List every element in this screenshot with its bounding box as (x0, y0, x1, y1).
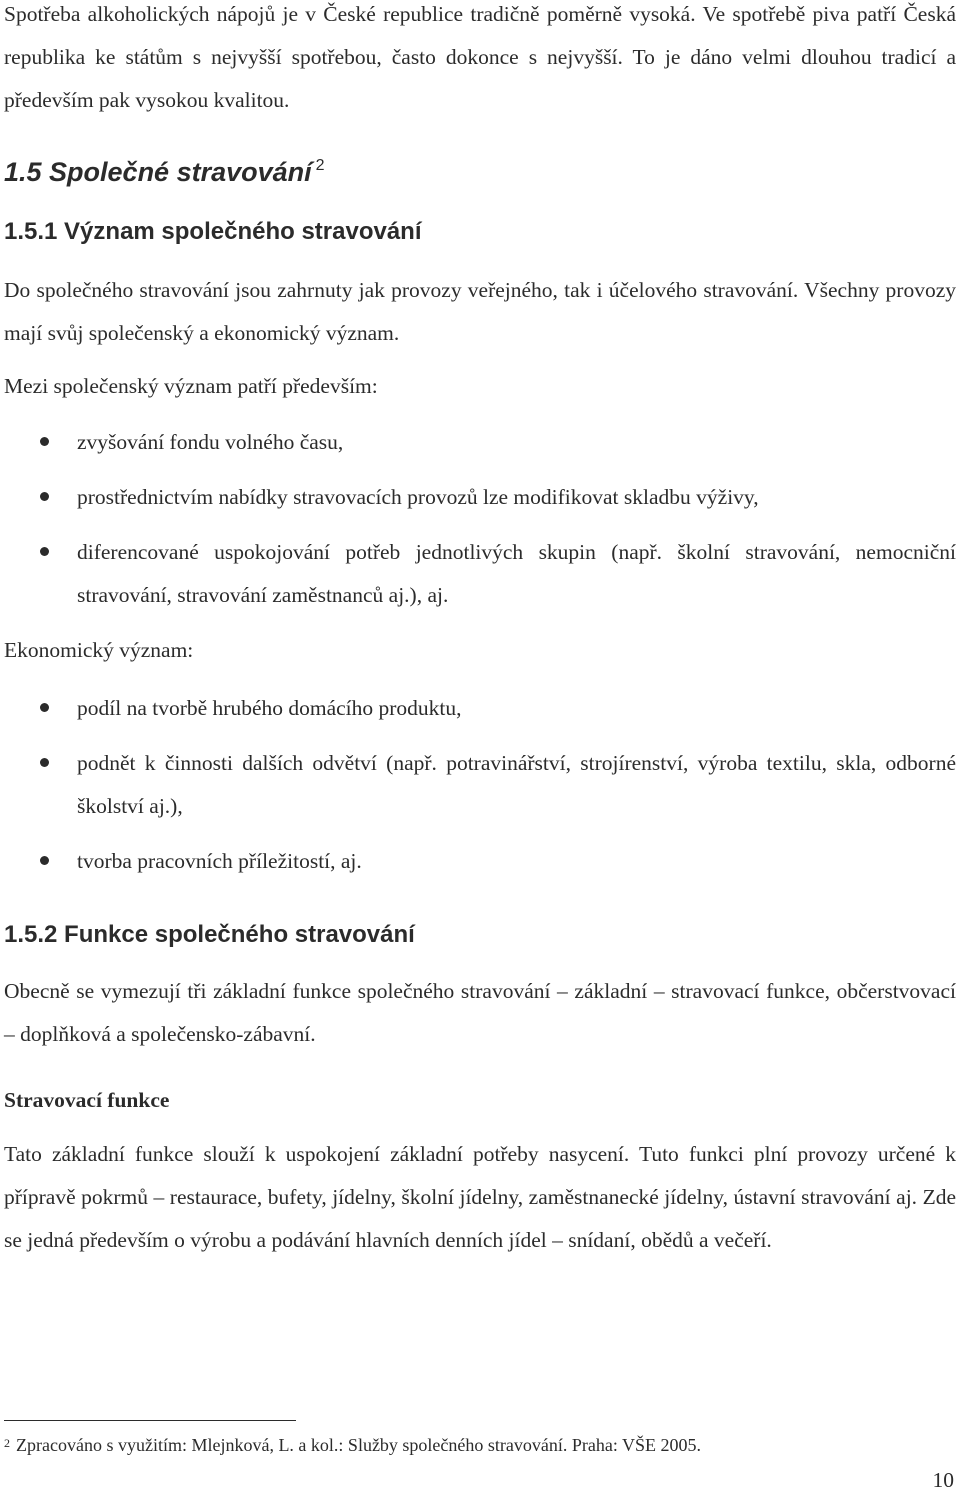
stravovaci-funkce-heading: Stravovací funkce (4, 1088, 170, 1112)
bullet-icon (40, 547, 49, 556)
bullet-icon (40, 703, 49, 712)
list-item (4, 840, 956, 883)
social-significance-list (4, 421, 956, 617)
intro-paragraph: Spotřeba alkoholických nápojů je v České republice tradičně poměrně vysoká. Ve spotřebě piva patří Česká republika ke státům s nejvyšší spotřebou, často dokonce s nejvyšší. To je dáno velmi dlouhou tradicí a především pak vysokou kvalitou. (4, 2, 956, 112)
list-item (4, 421, 956, 464)
footnote-divider (4, 1420, 296, 1421)
list-item-text: zvyšování fondu volného času, (77, 430, 344, 454)
list-item (4, 531, 956, 617)
list-item (4, 476, 956, 519)
section-heading-text: 1.5 Společné stravování (4, 157, 312, 187)
bullet-icon (40, 758, 49, 767)
footnote (4, 1432, 701, 1458)
subsection-heading-2: 1.5.2 Funkce společného stravování (4, 921, 415, 948)
page-number: 10 (932, 1468, 954, 1492)
stravovaci-funkce-paragraph: Tato základní funkce slouží k uspokojení základní potřeby nasycení. Tuto funkci plní provozy určené k přípravě pokrmů – restaurace, bufety, jídelny, školní jídelny, zaměstnanecké jídelny, ústavní stravování aj. Zde se jedná především o výrobu a podávání hlavních denních jídel – snídaní, obědů a večeří. (4, 1142, 956, 1252)
subsection-2-paragraph: Obecně se vymezují tři základní funkce společného stravování – základní – stravovací funkce, občerstvovací – doplňková a společensko-zábavní. (4, 979, 956, 1046)
bullet-icon (40, 856, 49, 865)
list-item (4, 687, 956, 730)
subsection-heading-1: 1.5.1 Význam společného stravování (4, 218, 422, 245)
bullet-icon (40, 492, 49, 501)
social-significance-label: Mezi společenský význam patří především: (4, 374, 378, 398)
footnote-number: 2 (4, 1436, 10, 1450)
footnote-text: Zpracováno s využitím: Mlejnková, L. a kol.: Služby společného stravování. Praha: VŠE 2005. (16, 1435, 702, 1455)
list-item (4, 742, 956, 828)
list-item-text: podíl na tvorbě hrubého domácího produktu, (77, 696, 462, 720)
bullet-icon (40, 437, 49, 446)
list-item-text: podnět k činnosti dalších odvětví (např. potravinářství, strojírenství, výroba textilu, skla, odborné školství aj.), (77, 751, 956, 818)
subsection-1-paragraph: Do společného stravování jsou zahrnuty jak provozy veřejného, tak i účelového stravování. Všechny provozy mají svůj společenský a ekonomický význam. (4, 278, 956, 345)
list-item-text: tvorba pracovních příležitostí, aj. (77, 849, 362, 873)
list-item-text: diferencované uspokojování potřeb jednotlivých skupin (např. školní stravování, nemocniční stravování, stravování zaměstnanců aj.), aj. (77, 540, 956, 607)
section-heading (4, 155, 956, 189)
economic-significance-list (4, 687, 956, 883)
list-item-text: prostřednictvím nabídky stravovacích provozů lze modifikovat skladbu výživy, (77, 485, 759, 509)
footnote-reference: 2 (315, 157, 325, 174)
economic-significance-label: Ekonomický význam: (4, 638, 194, 662)
